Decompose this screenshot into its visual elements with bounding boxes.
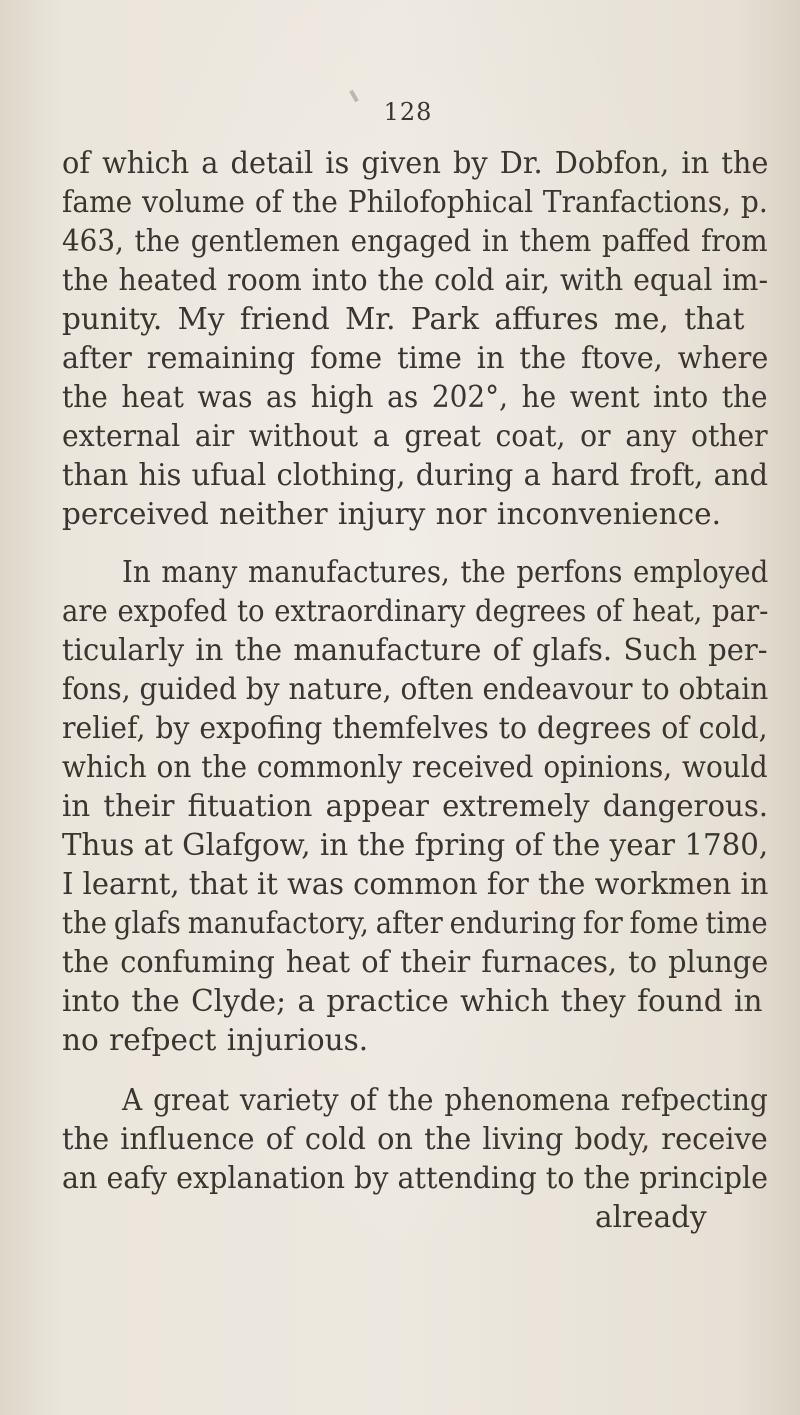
text-line: into the Clyde; a practice which they found in <box>62 984 763 1018</box>
text-line: punity. My friend Mr. Park affures me, that <box>62 302 745 336</box>
text-line: the glafs manufactory, after enduring for fome time <box>62 906 768 940</box>
catchword: already <box>595 1200 707 1234</box>
text-line: of which a detail is given by Dr. Dobfon, in the <box>62 146 769 180</box>
text-line: the heated room into the cold air, with equal im- <box>62 263 769 297</box>
text-line: external air without a great coat, or any other <box>62 419 768 453</box>
text-line: are expofed to extraordinary degrees of heat, par- <box>62 594 769 628</box>
ink-speck <box>349 90 358 102</box>
text-line: A great variety of the phenomena refpecting <box>122 1083 768 1117</box>
text-line: ticularly in the manufacture of glafs. Such per- <box>62 633 768 667</box>
text-line: the confuming heat of their furnaces, to plunge <box>62 945 769 979</box>
text-line: relief, by expofing themfelves to degrees of cold, <box>62 711 768 745</box>
text-line: which on the commonly received opinions, would <box>62 750 768 784</box>
text-line: Thus at Glafgow, in the fpring of the year 1780, <box>62 828 769 862</box>
text-line: no refpect injurious. <box>62 1023 369 1057</box>
page-number: 128 <box>383 98 433 126</box>
text-line: perceived neither injury nor inconvenience. <box>62 497 721 531</box>
text-line: fame volume of the Philofophical Tranfactions, p. <box>62 185 768 219</box>
text-line: an eafy explanation by attending to the principle <box>62 1161 769 1195</box>
text-line: after remaining fome time in the ftove, where <box>62 341 769 375</box>
text-line: the influence of cold on the living body, receive <box>62 1122 768 1156</box>
text-line: In many manufactures, the perfons employed <box>122 555 769 589</box>
text-line: I learnt, that it was common for the workmen in <box>62 867 769 901</box>
text-line: than his ufual clothing, during a hard froft, and <box>62 458 769 492</box>
text-line: 463, the gentlemen engaged in them paffed from <box>62 224 768 258</box>
text-line: the heat was as high as 202°, he went into the <box>62 380 768 414</box>
text-line: fons, guided by nature, often endeavour to obtain <box>62 672 769 706</box>
text-line: in their fituation appear extremely dangerous. <box>62 789 769 823</box>
